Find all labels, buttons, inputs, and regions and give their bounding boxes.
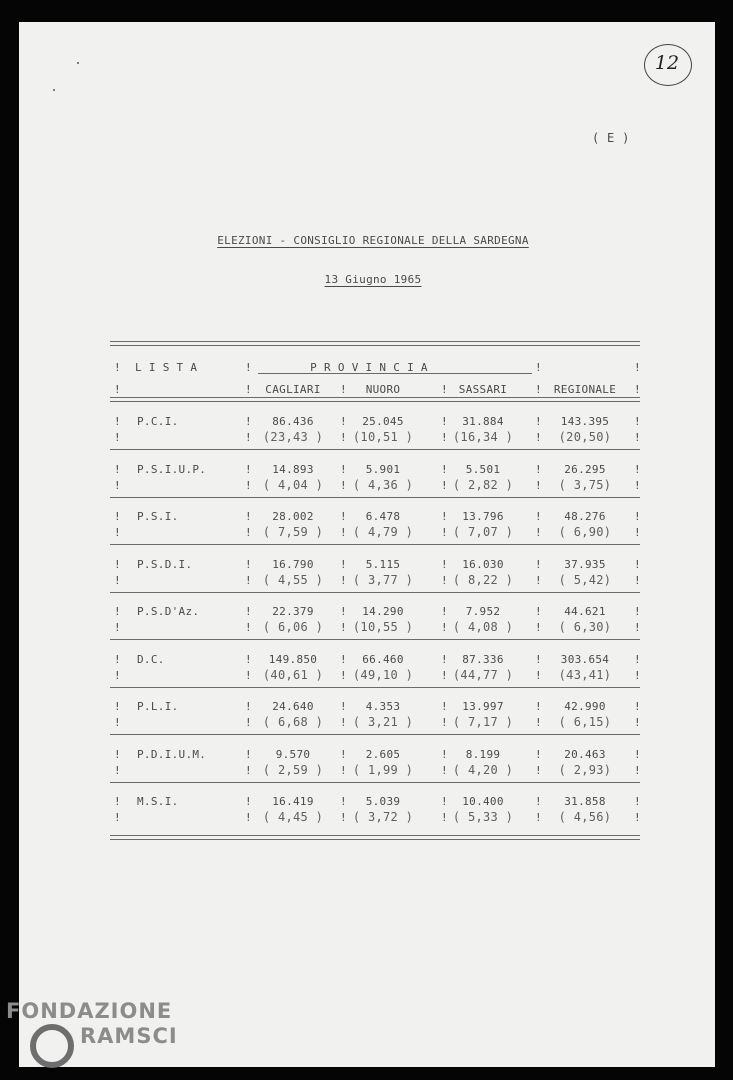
regionale-percent: ( 6,30) bbox=[558, 620, 612, 634]
regionale-percent: ( 5,42) bbox=[558, 572, 612, 587]
column-separator: ! bbox=[634, 415, 641, 428]
column-separator: ! bbox=[340, 462, 347, 476]
column-separator: ! bbox=[535, 700, 542, 713]
column-separator: ! bbox=[535, 621, 542, 634]
column-separator: ! bbox=[340, 700, 347, 713]
cagliari-percent: ( 6,68 ) bbox=[262, 715, 324, 729]
column-separator: ! bbox=[535, 763, 542, 777]
cagliari-percent: ( 6,06 ) bbox=[262, 620, 324, 634]
cagliari-votes: 86.436 bbox=[272, 415, 314, 428]
column-separator: ! bbox=[114, 431, 121, 444]
column-separator: ! bbox=[245, 383, 252, 396]
column-separator: ! bbox=[114, 621, 121, 634]
column-separator: ! bbox=[441, 747, 448, 761]
sassari-votes: 13.796 bbox=[462, 510, 504, 523]
column-separator: ! bbox=[441, 383, 448, 396]
regionale-percent: ( 6,90) bbox=[558, 525, 612, 539]
column-separator: ! bbox=[245, 431, 252, 444]
column-separator: ! bbox=[634, 383, 641, 396]
nuoro-votes: 2.605 bbox=[365, 747, 401, 761]
column-separator: ! bbox=[535, 431, 542, 444]
handwritten-page-number: 12 bbox=[654, 52, 680, 74]
cagliari-percent: ( 4,55 ) bbox=[262, 572, 324, 587]
cagliari-votes: 16.790 bbox=[272, 557, 314, 571]
nuoro-votes: 14.290 bbox=[362, 605, 404, 618]
sassari-percent: ( 7,07 ) bbox=[452, 525, 514, 539]
watermark-g-logo bbox=[30, 1024, 74, 1068]
sassari-percent: ( 8,22 ) bbox=[452, 572, 514, 587]
column-separator: ! bbox=[245, 526, 252, 539]
column-separator: ! bbox=[634, 795, 641, 808]
column-separator: ! bbox=[114, 668, 121, 682]
paper-speck bbox=[77, 62, 79, 64]
column-separator: ! bbox=[535, 415, 542, 428]
column-separator: ! bbox=[245, 621, 252, 634]
column-separator: ! bbox=[634, 621, 641, 634]
column-separator: ! bbox=[634, 462, 641, 476]
cagliari-percent: ( 4,04 ) bbox=[262, 477, 324, 492]
column-separator: ! bbox=[634, 763, 641, 777]
party-name: P.C.I. bbox=[137, 415, 179, 428]
nuoro-percent: (10,51 ) bbox=[352, 430, 414, 444]
column-separator: ! bbox=[114, 510, 121, 523]
column-separator: ! bbox=[114, 747, 121, 761]
column-separator: ! bbox=[340, 811, 347, 824]
column-separator: ! bbox=[634, 747, 641, 761]
column-separator: ! bbox=[634, 478, 641, 492]
column-separator: ! bbox=[634, 510, 641, 523]
party-name: P.S.I. bbox=[137, 510, 179, 523]
table-bottom-rule bbox=[110, 835, 640, 840]
row-separator bbox=[110, 687, 640, 688]
column-separator: ! bbox=[441, 716, 448, 729]
table-top-rule bbox=[110, 341, 640, 346]
column-separator: ! bbox=[340, 621, 347, 634]
regionale-votes: 37.935 bbox=[564, 557, 606, 571]
column-separator: ! bbox=[340, 557, 347, 571]
column-separator: ! bbox=[340, 526, 347, 539]
party-name: P.L.I. bbox=[137, 700, 179, 713]
column-separator: ! bbox=[340, 431, 347, 444]
header-regionale: REGIONALE bbox=[553, 383, 617, 396]
row-separator bbox=[110, 734, 640, 735]
column-separator: ! bbox=[245, 478, 252, 492]
regionale-votes: 48.276 bbox=[564, 510, 606, 523]
column-separator: ! bbox=[114, 526, 121, 539]
watermark-line1: FONDAZIONE bbox=[6, 999, 173, 1023]
cagliari-votes: 9.570 bbox=[275, 747, 311, 761]
column-separator: ! bbox=[535, 557, 542, 571]
header-bottom-rule bbox=[110, 397, 640, 402]
column-separator: ! bbox=[245, 652, 252, 666]
regionale-percent: (20,50) bbox=[558, 430, 612, 444]
column-separator: ! bbox=[535, 811, 542, 824]
sassari-percent: ( 5,33 ) bbox=[452, 810, 514, 824]
column-separator: ! bbox=[340, 763, 347, 777]
nuoro-percent: ( 3,72 ) bbox=[352, 810, 414, 824]
column-separator: ! bbox=[245, 573, 252, 587]
cagliari-votes: 149.850 bbox=[268, 652, 318, 666]
column-separator: ! bbox=[535, 462, 542, 476]
column-separator: ! bbox=[340, 795, 347, 808]
row-separator bbox=[110, 782, 640, 783]
column-separator: ! bbox=[245, 415, 252, 428]
nuoro-percent: ( 1,99 ) bbox=[352, 762, 414, 777]
nuoro-votes: 6.478 bbox=[365, 510, 401, 523]
column-separator: ! bbox=[245, 763, 252, 777]
column-separator: ! bbox=[114, 763, 121, 777]
column-separator: ! bbox=[114, 361, 121, 374]
column-separator: ! bbox=[245, 811, 252, 824]
column-separator: ! bbox=[441, 526, 448, 539]
column-separator: ! bbox=[535, 668, 542, 682]
header-nuoro: NUORO bbox=[365, 383, 401, 396]
header-cagliari: CAGLIARI bbox=[265, 383, 321, 396]
regionale-votes: 31.858 bbox=[564, 795, 606, 808]
regionale-votes: 20.463 bbox=[564, 747, 606, 761]
provincia-underline bbox=[258, 373, 532, 374]
column-separator: ! bbox=[114, 478, 121, 492]
regionale-percent: ( 4,56) bbox=[558, 810, 612, 824]
watermark-line2: RAMSCI bbox=[80, 1024, 178, 1048]
column-separator: ! bbox=[114, 716, 121, 729]
column-separator: ! bbox=[441, 621, 448, 634]
column-separator: ! bbox=[340, 478, 347, 492]
column-separator: ! bbox=[441, 795, 448, 808]
column-separator: ! bbox=[340, 747, 347, 761]
column-separator: ! bbox=[114, 795, 121, 808]
column-separator: ! bbox=[245, 700, 252, 713]
column-separator: ! bbox=[441, 652, 448, 666]
header-provincia: P R O V I N C I A bbox=[310, 361, 428, 374]
column-separator: ! bbox=[441, 415, 448, 428]
column-separator: ! bbox=[245, 605, 252, 618]
column-separator: ! bbox=[114, 811, 121, 824]
regionale-votes: 143.395 bbox=[560, 415, 610, 428]
nuoro-votes: 66.460 bbox=[362, 652, 404, 666]
sassari-votes: 10.400 bbox=[462, 795, 504, 808]
column-separator: ! bbox=[441, 557, 448, 571]
column-separator: ! bbox=[340, 573, 347, 587]
column-separator: ! bbox=[535, 526, 542, 539]
regionale-votes: 44.621 bbox=[564, 605, 606, 618]
column-separator: ! bbox=[441, 573, 448, 587]
regionale-percent: ( 2,93) bbox=[558, 762, 612, 777]
header-sassari: SASSARI bbox=[458, 383, 508, 396]
nuoro-votes: 4.353 bbox=[365, 700, 401, 713]
column-separator: ! bbox=[245, 716, 252, 729]
column-separator: ! bbox=[634, 668, 641, 682]
sassari-percent: (16,34 ) bbox=[452, 430, 514, 444]
column-separator: ! bbox=[245, 361, 252, 374]
annex-label: ( E ) bbox=[592, 131, 630, 145]
column-separator: ! bbox=[535, 510, 542, 523]
column-separator: ! bbox=[634, 700, 641, 713]
column-separator: ! bbox=[245, 462, 252, 476]
column-separator: ! bbox=[634, 526, 641, 539]
column-separator: ! bbox=[535, 573, 542, 587]
row-separator bbox=[110, 592, 640, 593]
nuoro-votes: 5.115 bbox=[365, 557, 401, 571]
column-separator: ! bbox=[114, 415, 121, 428]
column-separator: ! bbox=[114, 652, 121, 666]
column-separator: ! bbox=[245, 747, 252, 761]
party-name: P.S.D'Az. bbox=[137, 605, 200, 618]
regionale-votes: 26.295 bbox=[564, 462, 606, 476]
sassari-votes: 5.501 bbox=[465, 462, 501, 476]
regionale-votes: 303.654 bbox=[560, 652, 610, 666]
column-separator: ! bbox=[114, 462, 121, 476]
column-separator: ! bbox=[634, 652, 641, 666]
column-separator: ! bbox=[634, 557, 641, 571]
cagliari-votes: 28.002 bbox=[272, 510, 314, 523]
column-separator: ! bbox=[535, 383, 542, 396]
sassari-percent: ( 4,20 ) bbox=[452, 762, 514, 777]
column-separator: ! bbox=[340, 605, 347, 618]
cagliari-percent: (40,61 ) bbox=[262, 667, 324, 682]
column-separator: ! bbox=[441, 510, 448, 523]
sassari-percent: ( 2,82 ) bbox=[452, 477, 514, 492]
sassari-votes: 8.199 bbox=[465, 747, 501, 761]
row-separator bbox=[110, 449, 640, 450]
column-separator: ! bbox=[535, 652, 542, 666]
sassari-percent: ( 4,08 ) bbox=[452, 620, 514, 634]
cagliari-votes: 14.893 bbox=[272, 462, 314, 476]
column-separator: ! bbox=[441, 478, 448, 492]
column-separator: ! bbox=[535, 795, 542, 808]
sassari-votes: 16.030 bbox=[462, 557, 504, 571]
column-separator: ! bbox=[245, 668, 252, 682]
column-separator: ! bbox=[634, 431, 641, 444]
nuoro-votes: 5.039 bbox=[365, 795, 401, 808]
regionale-percent: ( 3,75) bbox=[558, 477, 612, 492]
column-separator: ! bbox=[441, 668, 448, 682]
nuoro-votes: 25.045 bbox=[362, 415, 404, 428]
row-separator bbox=[110, 544, 640, 545]
nuoro-percent: ( 3,77 ) bbox=[352, 572, 414, 587]
column-separator: ! bbox=[441, 431, 448, 444]
regionale-percent: (43,41) bbox=[558, 667, 612, 682]
column-separator: ! bbox=[441, 700, 448, 713]
column-separator: ! bbox=[535, 605, 542, 618]
sassari-votes: 87.336 bbox=[462, 652, 504, 666]
column-separator: ! bbox=[340, 668, 347, 682]
cagliari-percent: (23,43 ) bbox=[262, 430, 324, 444]
nuoro-percent: ( 4,36 ) bbox=[352, 477, 414, 492]
header-lista: L I S T A bbox=[135, 361, 198, 374]
party-name: M.S.I. bbox=[137, 795, 179, 808]
cagliari-percent: ( 2,59 ) bbox=[262, 762, 324, 777]
column-separator: ! bbox=[535, 747, 542, 761]
column-separator: ! bbox=[114, 700, 121, 713]
column-separator: ! bbox=[441, 811, 448, 824]
regionale-votes: 42.990 bbox=[564, 700, 606, 713]
column-separator: ! bbox=[634, 716, 641, 729]
party-name: D.C. bbox=[137, 652, 165, 666]
sassari-votes: 31.884 bbox=[462, 415, 504, 428]
column-separator: ! bbox=[245, 557, 252, 571]
nuoro-percent: ( 4,79 ) bbox=[352, 525, 414, 539]
column-separator: ! bbox=[441, 605, 448, 618]
column-separator: ! bbox=[634, 811, 641, 824]
column-separator: ! bbox=[634, 573, 641, 587]
document-date: 13 Giugno 1965 bbox=[324, 273, 422, 286]
column-separator: ! bbox=[535, 716, 542, 729]
column-separator: ! bbox=[535, 361, 542, 374]
column-separator: ! bbox=[340, 383, 347, 396]
sassari-votes: 7.952 bbox=[465, 605, 501, 618]
cagliari-votes: 24.640 bbox=[272, 700, 314, 713]
column-separator: ! bbox=[245, 795, 252, 808]
cagliari-percent: ( 7,59 ) bbox=[262, 525, 324, 539]
column-separator: ! bbox=[114, 383, 121, 396]
column-separator: ! bbox=[114, 605, 121, 618]
column-separator: ! bbox=[340, 510, 347, 523]
column-separator: ! bbox=[535, 478, 542, 492]
sassari-percent: (44,77 ) bbox=[452, 667, 514, 682]
sassari-votes: 13.997 bbox=[462, 700, 504, 713]
party-name: P.D.I.U.M. bbox=[137, 747, 207, 761]
party-name: P.S.D.I. bbox=[137, 557, 193, 571]
row-separator bbox=[110, 497, 640, 498]
column-separator: ! bbox=[340, 652, 347, 666]
column-separator: ! bbox=[441, 462, 448, 476]
column-separator: ! bbox=[340, 415, 347, 428]
nuoro-percent: ( 3,21 ) bbox=[352, 715, 414, 729]
column-separator: ! bbox=[245, 510, 252, 523]
nuoro-percent: (10,55 ) bbox=[352, 620, 414, 634]
document-title: ELEZIONI - CONSIGLIO REGIONALE DELLA SARDEGNA bbox=[217, 234, 529, 247]
column-separator: ! bbox=[114, 557, 121, 571]
column-separator: ! bbox=[634, 605, 641, 618]
row-separator bbox=[110, 639, 640, 640]
nuoro-votes: 5.901 bbox=[365, 462, 401, 476]
column-separator: ! bbox=[340, 716, 347, 729]
cagliari-percent: ( 4,45 ) bbox=[262, 810, 324, 824]
nuoro-percent: (49,10 ) bbox=[352, 667, 414, 682]
party-name: P.S.I.U.P. bbox=[137, 462, 207, 476]
cagliari-votes: 22.379 bbox=[272, 605, 314, 618]
column-separator: ! bbox=[441, 763, 448, 777]
regionale-percent: ( 6,15) bbox=[558, 715, 612, 729]
sassari-percent: ( 7,17 ) bbox=[452, 715, 514, 729]
paper-speck bbox=[53, 89, 55, 91]
column-separator: ! bbox=[634, 361, 641, 374]
column-separator: ! bbox=[114, 573, 121, 587]
cagliari-votes: 16.419 bbox=[272, 795, 314, 808]
